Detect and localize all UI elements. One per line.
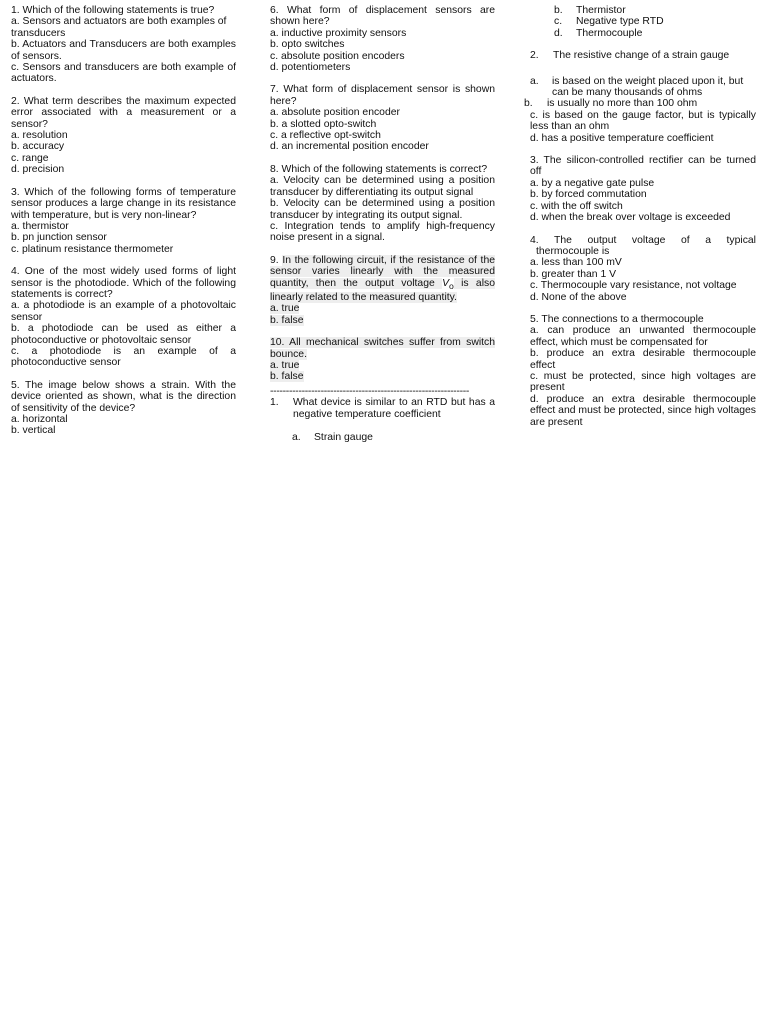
question-part2-3: [530, 155, 756, 223]
question-stem: 7. What form of displacement sensor is shown here?: [270, 84, 495, 107]
question-text: In the following circuit, if the resistance of the sensor varies linearly with the measured quantity, then the output voltage: [270, 254, 496, 289]
question-stem: [530, 50, 756, 61]
column-2: [270, 5, 495, 443]
question-number: 1.: [270, 397, 279, 409]
answer-option: a. thermistor: [11, 220, 69, 232]
answer-option: b. vertical: [11, 425, 56, 437]
answer-option: [530, 16, 756, 27]
answer-option: d. None of the above: [530, 291, 627, 303]
answer-option: d. produce an extra desirable thermocouple effect and must be protected, since high voltages are present: [530, 393, 756, 428]
question-stem: 2. What term describes the maximum expected error associated with a measurement or a sensor?: [11, 95, 236, 130]
answer-option: a. less than 100 mV: [530, 257, 622, 269]
question-part2-2: [524, 50, 756, 144]
answer-option: a. by a negative gate pulse: [530, 177, 655, 189]
question-9: [270, 255, 495, 327]
answer-option: c. Thermocouple vary resistance, not voltage: [530, 280, 737, 292]
question-3: [11, 187, 236, 255]
answer-option: a. absolute position encoder: [270, 107, 400, 119]
answer-option: d. an incremental position encoder: [270, 141, 429, 153]
answer-option: b. accuracy: [11, 141, 65, 153]
answer-option: b. false: [270, 314, 304, 326]
option-text: is usually no more than 100 ohm: [547, 98, 698, 110]
option-letter: a.: [530, 75, 539, 87]
answer-option: a. can produce an unwanted thermocouple effect, which must be compensated for: [530, 325, 756, 348]
question-text: The resistive change of a strain gauge: [553, 50, 730, 62]
question-text: is also linearly related to the measured quantity.: [270, 277, 495, 304]
question-stem: 6. What form of displacement sensors are shown here?: [270, 5, 495, 28]
question-part2-1-stem: [270, 397, 495, 420]
question-1: [11, 5, 236, 85]
answer-option: [530, 28, 756, 39]
answer-option: c. Integration tends to amplify high-frequency noise present in a signal.: [270, 220, 495, 244]
question-2: [11, 96, 236, 176]
answer-option: d. has a positive temperature coefficient: [530, 132, 714, 144]
output-voltage-symbol: V: [442, 277, 449, 289]
question-8: [270, 164, 495, 244]
answer-option: b. a slotted opto-switch: [270, 118, 377, 130]
question-stem: 5. The connections to a thermocouple: [530, 313, 704, 325]
answer-option: a. horizontal: [11, 414, 68, 425]
answer-option: b. by forced commutation: [530, 189, 647, 201]
question-part2-5: [530, 314, 756, 428]
answer-option: c. range: [11, 152, 49, 164]
answer-option: c. absolute position encoders: [270, 50, 405, 62]
output-voltage-subscript: o: [449, 280, 454, 291]
option-letter: a.: [292, 432, 301, 444]
answer-option: b. Velocity can be determined using a position transducer by integrating its output signal.: [270, 198, 495, 221]
answer-option: d. potentiometers: [270, 62, 351, 74]
option-letter: b.: [524, 98, 533, 110]
question-number: 2.: [530, 50, 539, 62]
answer-option: a. Sensors and actuators are both examples of transducers: [11, 16, 227, 39]
option-letter: b.: [554, 5, 563, 16]
question-stem: 5. The image below shows a strain. With the device oriented as shown, what is the direction of sensitivity of the device?: [11, 379, 236, 414]
option-text: Thermistor: [576, 5, 626, 16]
option-letter: c.: [554, 16, 563, 28]
answer-option: b. pn junction sensor: [11, 232, 107, 244]
answer-option: a. true: [270, 360, 300, 372]
question-stem: 4. One of the most widely used forms of light sensor is the photodiode. Which of the following statements is correct?: [11, 266, 236, 300]
answer-option: a. inductive proximity sensors: [270, 27, 407, 39]
answer-option: [530, 5, 756, 16]
question-5: [11, 380, 236, 437]
question-stem: thermocouple is: [536, 245, 610, 257]
question-4: [11, 266, 236, 369]
answer-option: c. Sensors and transducers are both example of actuators.: [11, 62, 236, 85]
answer-option: a. Velocity can be determined using a position transducer by differentiating its output signal: [270, 175, 495, 198]
answer-option: b. produce an extra desirable thermocouple effect: [530, 348, 756, 371]
answer-option: b. a photodiode can be used as either a photoconductive or photovoltaic sensor: [11, 323, 236, 346]
question-part2-4: [530, 235, 756, 303]
answer-option: b. Actuators and Transducers are both examples of sensors.: [11, 39, 236, 62]
answer-option: c. must be protected, since high voltages are present: [530, 370, 756, 394]
option-text: is based on the weight placed upon it, but can be many thousands of ohms: [552, 75, 744, 99]
option-text: Strain gauge: [314, 432, 373, 444]
question-stem: [270, 255, 495, 304]
answer-option: c. with the off switch: [530, 200, 623, 212]
question-stem: 10. All mechanical switches suffer from switch bounce.: [270, 337, 495, 360]
answer-option: [530, 76, 756, 99]
answer-option: d. precision: [11, 164, 65, 176]
question-10: [270, 337, 495, 383]
answer-option: a. true: [270, 303, 300, 315]
answer-option: a. a photodiode is an example of a photovoltaic sensor: [11, 300, 236, 323]
option-text: Negative type RTD: [576, 16, 664, 28]
answer-option: c. a photodiode is an example of a photoconductive sensor: [11, 345, 236, 369]
answer-option: b. greater than 1 V: [530, 268, 617, 280]
column-3: [524, 5, 756, 439]
question-7: [270, 84, 495, 152]
answer-option: [270, 432, 495, 443]
answer-option: c. a reflective opt-switch: [270, 130, 381, 142]
question-part2-1-options: [530, 5, 756, 39]
section-separator: ---------------------------------------------------------------: [270, 385, 470, 397]
question-stem: 4. The output voltage of a typical: [530, 234, 756, 246]
question-6: [270, 5, 495, 73]
answer-option: b. false: [270, 371, 304, 383]
option-text: Thermocouple: [576, 27, 643, 39]
question-stem: 8. Which of the following statements is correct?: [270, 163, 488, 175]
question-number: 9.: [270, 254, 279, 266]
question-text: What device is similar to an RTD but has a negative temperature coefficient: [293, 397, 495, 420]
answer-option: c. platinum resistance thermometer: [11, 243, 174, 255]
answer-option: d. when the break over voltage is exceeded: [530, 212, 731, 224]
answer-option: a. resolution: [11, 130, 68, 142]
answer-option: c. is based on the gauge factor, but is typically less than an ohm: [530, 109, 756, 133]
answer-option: [524, 98, 756, 109]
option-letter: d.: [554, 27, 563, 39]
column-1: [11, 5, 236, 448]
question-stem: 1. Which of the following statements is true?: [11, 5, 215, 16]
answer-option: b. opto switches: [270, 39, 345, 51]
question-stem: 3. The silicon-controlled rectifier can be turned off: [530, 155, 756, 178]
question-stem: 3. Which of the following forms of temperature sensor produces a large change in its resistance with temperature, but is very non-linear?: [11, 186, 236, 221]
